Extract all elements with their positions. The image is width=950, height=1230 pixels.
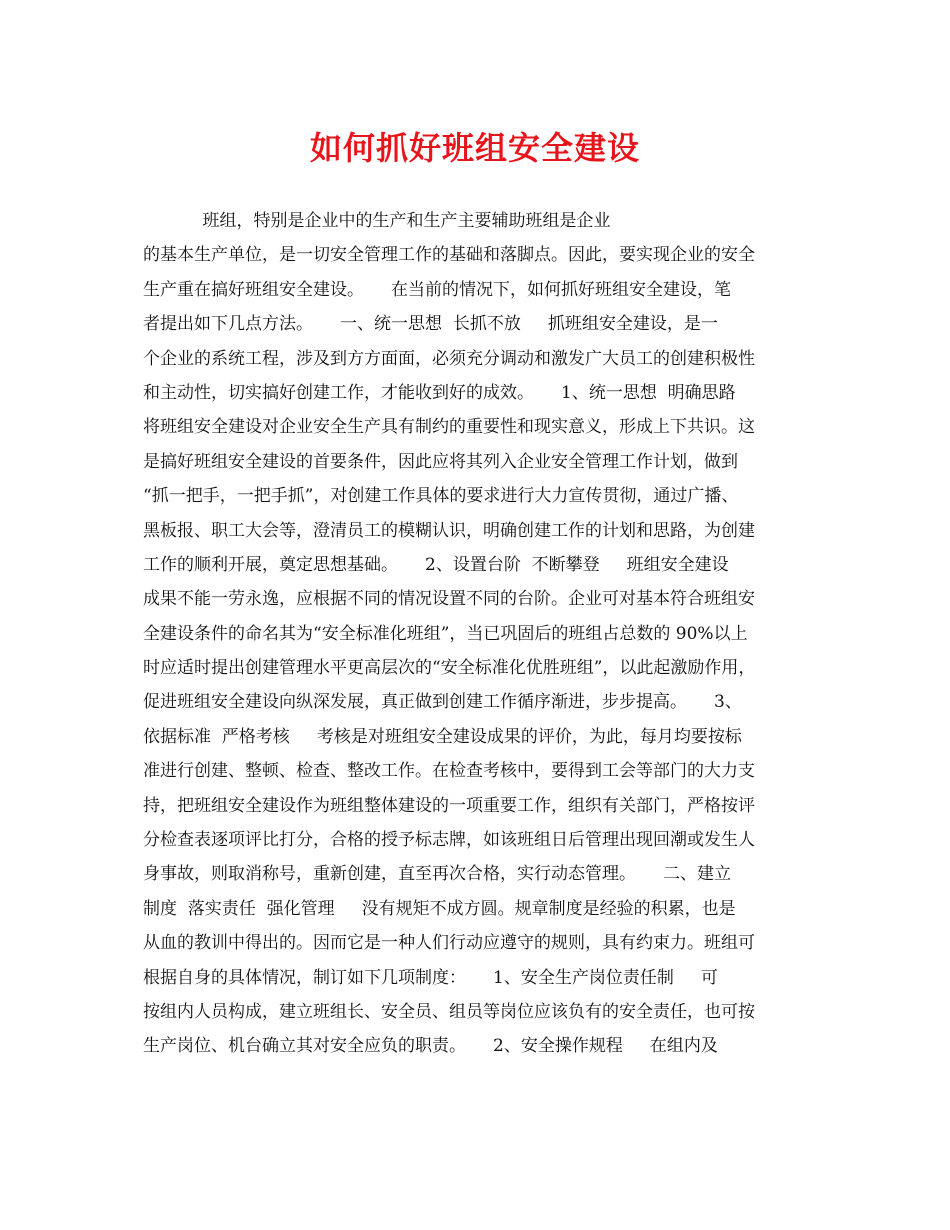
body-line: 制度 落实责任 强化管理 没有规矩不成方圆。规章制度是经验的积累，也是 <box>143 898 736 919</box>
body-line: 持，把班组安全建设作为班组整体建设的一项重要工作，组织有关部门，严格按评 <box>143 795 755 816</box>
body-line: 班组，特别是企业中的生产和生产主要辅助班组是企业 <box>143 211 611 231</box>
body-line: 促进班组安全建设向纵深发展，真正做到创建工作循序渐进，步步提高。 3、 <box>143 692 742 713</box>
body-line: 生产重在搞好班组安全建设。 在当前的情况下，如何抓好班组安全建设，笔 <box>143 279 732 300</box>
body-line: 黑板报、职工大会等，澄清员工的模糊认识，明确创建工作的计划和思路，为创建 <box>143 520 755 541</box>
body-line: 按组内人员构成，建立班组长、安全员、组员等岗位应该负有的安全责任，也可按 <box>143 1001 755 1022</box>
body-line: 和主动性，切实搞好创建工作，才能收到好的成效。 1、统一思想 明确思路 <box>143 382 736 403</box>
body-line: 个企业的系统工程，涉及到方方面面，必须充分调动和激发广大员工的创建积极性 <box>143 348 755 369</box>
body-line: 从血的教训中得出的。因而它是一种人们行动应遵守的规则，具有约束力。班组可 <box>143 933 755 954</box>
body-line: 依据标准 严格考核 考核是对班组安全建设成果的评价，为此，每月均要按标 <box>143 726 742 747</box>
body-line: 准进行创建、整顿、检查、整改工作。在检查考核中，要得到工会等部门的大力支 <box>143 761 755 782</box>
body-line: 生产岗位、机台确立其对安全应负的职责。 2、安全操作规程 在组内及 <box>143 1036 718 1057</box>
body-line: 工作的顺利开展，奠定思想基础。 2、设置台阶 不断攀登 班组安全建设 <box>143 554 729 575</box>
body-line: 全建设条件的命名其为“安全标准化班组”，当已巩固后的班组占总数的 90%以上 <box>143 623 748 644</box>
body-line: 的基本生产单位，是一切安全管理工作的基础和落脚点。因此，要实现企业的安全 <box>143 245 755 266</box>
body-line: “抓一把手，一把手抓”，对创建工作具体的要求进行大力宣传贯彻，通过广播、 <box>143 486 739 507</box>
document-body <box>143 204 815 1064</box>
body-line: 身事故，则取消称号，重新创建，直至再次合格，实行动态管理。 二、建立 <box>143 864 732 885</box>
body-line: 分检查表逐项评比打分，合格的授予标志牌，如该班组日后管理出现回潮或发生人 <box>143 830 755 851</box>
body-line: 根据自身的具体情况，制订如下几项制度： 1、安全生产岗位责任制 可 <box>143 967 718 988</box>
body-line: 者提出如下几点方法。 一、统一思想 长抓不放 抓班组安全建设，是一 <box>143 314 718 335</box>
document-title: 如何抓好班组安全建设 <box>309 129 640 167</box>
body-line: 将班组安全建设对企业安全生产具有制约的重要性和现实意义，形成上下共识。这 <box>143 417 755 438</box>
body-line: 成果不能一劳永逸，应根据不同的情况设置不同的台阶。企业可对基本符合班组安 <box>143 589 755 610</box>
body-line: 时应适时提出创建管理水平更高层次的“安全标准化优胜班组”，以此起激励作用， <box>143 658 756 679</box>
body-line: 是搞好班组安全建设的首要条件，因此应将其列入企业安全管理工作计划，做到 <box>143 451 738 472</box>
